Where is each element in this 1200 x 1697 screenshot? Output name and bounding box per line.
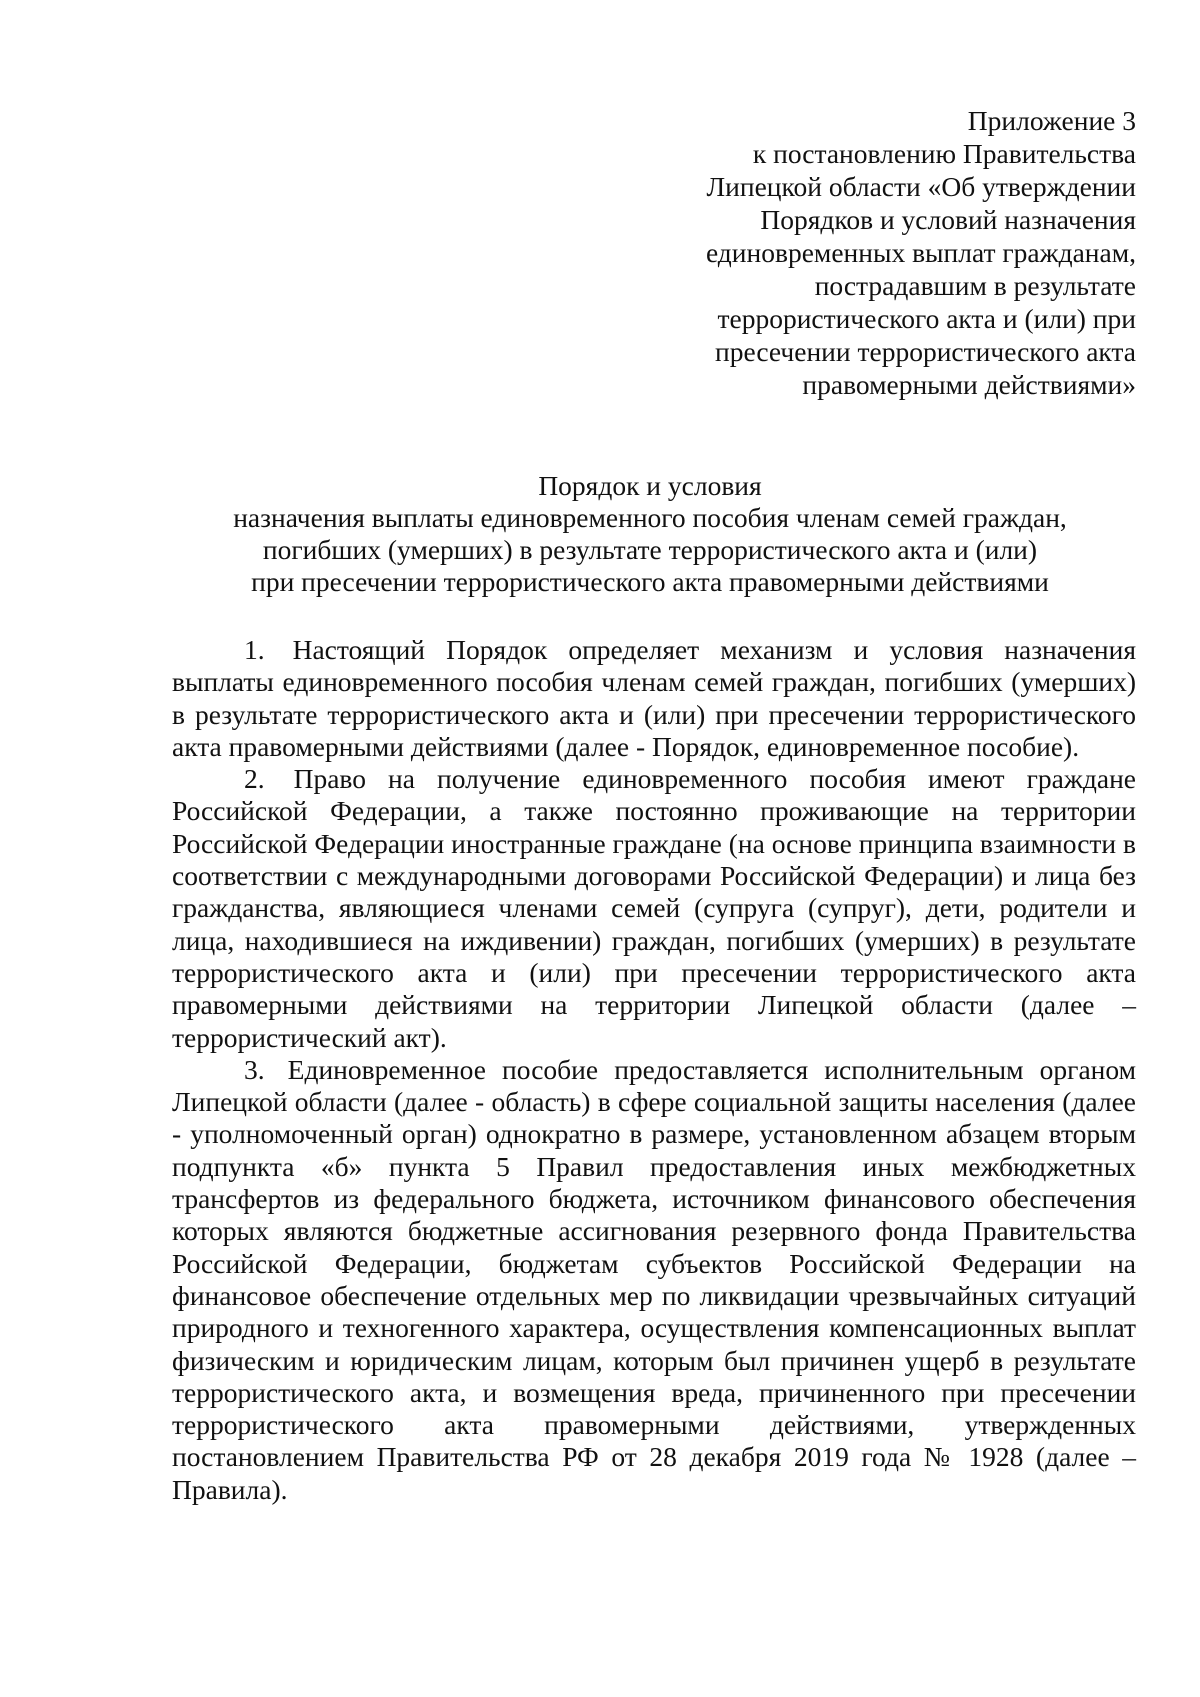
appendix-line: пресечении террористического акта — [715, 336, 1136, 367]
title-line: Порядок и условия — [538, 470, 762, 501]
appendix-line: единовременных выплат гражданам, — [705, 237, 1136, 268]
paragraph-2 — [172, 763, 1136, 1054]
appendix-line: к постановлению Правительства — [752, 138, 1136, 169]
appendix-line: Порядков и условий назначения — [760, 204, 1136, 235]
title-line: назначения выплаты единовременного пособия членам семей граждан, — [233, 502, 1067, 533]
appendix-line: Липецкой области «Об утверждении — [706, 171, 1136, 202]
paragraph-number: 1. — [244, 634, 265, 665]
document-body — [172, 634, 1136, 1506]
paragraph-1 — [172, 634, 1136, 763]
paragraph-3 — [172, 1054, 1136, 1506]
appendix-line: Приложение 3 — [967, 105, 1136, 136]
appendix-line: пострадавшим в результате — [814, 270, 1136, 301]
paragraph-text: Единовременное пособие предоставляется исполнительным органом Липецкой области (далее - область) в сфере социальной защиты населения (далее - уполномоченный орган) однократно в размере, установленном абзацем вторым подпункта «б» пункта 5 Правил предоставления иных межбюджетных трансфертов из федерального бюджета, источником финансового обеспечения которых являются бюджетные ассигнования резервного фонда Правительства Российской Федерации, бюджетам субъектов Российской Федерации на финансовое обеспечение отдельных мер по ликвидации чрезвычайных ситуаций природного и техногенного характера, осуществления компенсационных выплат физическим и юридическим лицам, которым был причинен ущерб в результате террористического акта, и возмещения вреда, причиненного при пресечении террористического акта правомерными действиями, утвержденных постановлением Правительства РФ от 28 декабря 2019 года № 1928 (далее – Правила). — [172, 1053, 1137, 1505]
title-line: при пресечении террористического акта правомерными действиями — [251, 566, 1049, 597]
paragraph-number: 3. — [244, 1053, 265, 1085]
appendix-line: правомерными действиями» — [802, 369, 1136, 400]
appendix-header — [600, 104, 1136, 401]
paragraph-text: Настоящий Порядок определяет механизм и условия назначения выплаты единовременного пособия членам семей граждан, погибших (умерших) в результате террористического акта и (или) при пресечении террористического акта правомерными действиями (далее - Порядок, единовременное пособие). — [172, 634, 1136, 762]
paragraph-text: Право на получение единовременного пособия имеют граждане Российской Федерации, а также постоянно проживающие на территории Российской Федерации иностранные граждане (на основе принципа взаимности в соответствии с международными договорами Российской Федерации) и лица без гражданства, являющиеся членами семей (супруга (супруг), дети, родители и лица, находившиеся на иждивении) граждан, погибших (умерших) в результате террористического акта и (или) при пресечении террористического акта правомерными действиями на территории Липецкой области (далее – террористический акт). — [172, 763, 1136, 1053]
paragraph-number: 2. — [244, 763, 265, 795]
title-line: погибших (умерших) в результате террористического акта и (или) — [262, 534, 1038, 565]
appendix-line: террористического акта и (или) при — [717, 303, 1136, 334]
document-title — [170, 470, 1130, 598]
